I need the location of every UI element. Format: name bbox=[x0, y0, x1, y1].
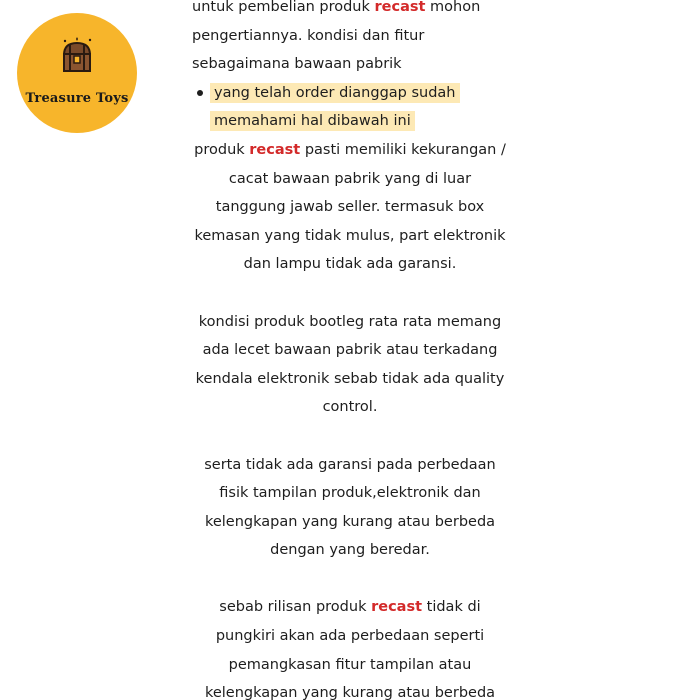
treasure-toys-logo bbox=[17, 13, 137, 133]
para1-line-5: dan lampu tidak ada garansi. bbox=[243, 256, 457, 273]
logo-text: Treasure Toys bbox=[25, 91, 129, 106]
bullet-item bbox=[180, 79, 520, 108]
para4-line-2: pungkiri akan ada perbedaan seperti bbox=[215, 628, 485, 645]
para1-line-1: produk recast pasti memiliki kekurangan / bbox=[194, 141, 506, 158]
highlighted-text-2: memahami hal dibawah ini bbox=[210, 111, 415, 131]
para4-line-1: sebab rilisan produk recast tidak di bbox=[219, 599, 481, 616]
para4-line-4: kelengkapan yang kurang atau berbeda bbox=[204, 685, 496, 700]
highlighted-text-1: yang telah order dianggap sudah bbox=[210, 83, 460, 103]
para2-line-3: kendala elektronik sebab tidak ada quality bbox=[195, 370, 505, 387]
para3-line-2: fisik tampilan produk,elektronik dan bbox=[219, 485, 481, 502]
recast-keyword: recast bbox=[371, 599, 423, 616]
intro-line-2: pengertiannya. kondisi dan fitur bbox=[192, 27, 425, 44]
bullet-dot bbox=[197, 90, 203, 96]
para1-line-2: cacat bawaan pabrik yang di luar bbox=[228, 170, 472, 187]
treasure-chest-icon bbox=[55, 35, 99, 79]
para4-line-3: pemangkasan fitur tampilan atau bbox=[228, 656, 472, 673]
para3-line-3: kelengkapan yang kurang atau berbeda bbox=[204, 513, 496, 530]
para1-line-4: kemasan yang tidak mulus, part elektronik bbox=[194, 227, 506, 244]
recast-keyword: recast bbox=[374, 0, 426, 15]
recast-keyword: recast bbox=[249, 141, 301, 158]
intro-line-1: untuk pembelian produk recast mohon bbox=[192, 0, 481, 15]
para2-line-2: ada lecet bawaan pabrik atau terkadang bbox=[202, 342, 498, 359]
product-notice-text bbox=[180, 0, 520, 700]
para1-line-3: tanggung jawab seller. termasuk box bbox=[215, 199, 485, 216]
para2-line-1: kondisi produk bootleg rata rata memang bbox=[198, 313, 502, 330]
intro-line-3: sebagaimana bawaan pabrik bbox=[192, 56, 402, 73]
para2-line-4: control. bbox=[322, 399, 378, 416]
para3-line-1: serta tidak ada garansi pada perbedaan bbox=[204, 456, 496, 473]
bullet-item-cont bbox=[180, 107, 520, 136]
para3-line-4: dengan yang beredar. bbox=[270, 542, 430, 559]
